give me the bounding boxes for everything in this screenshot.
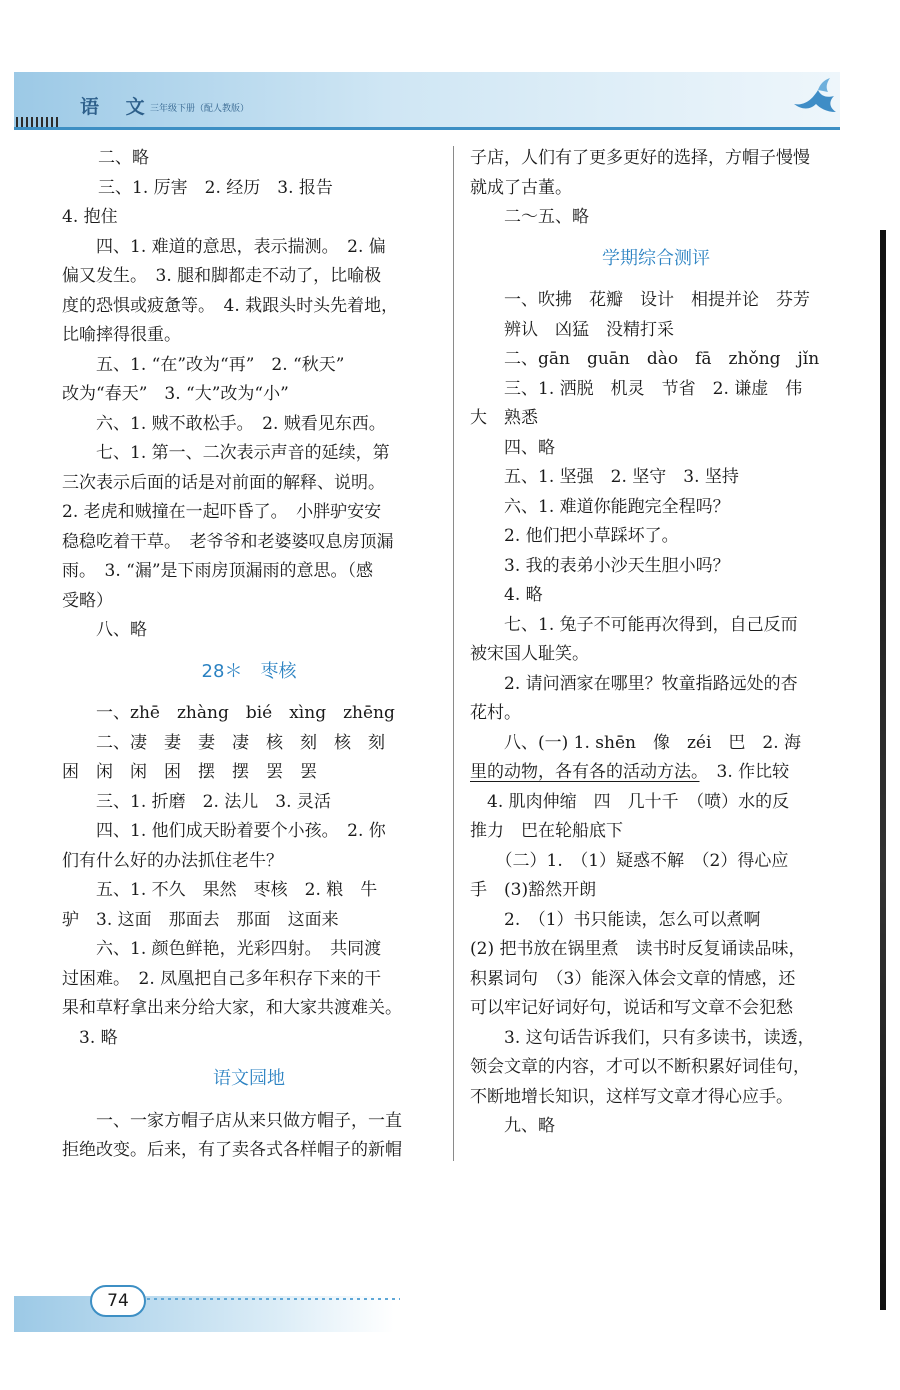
answer-line: 一、zhē zhàng bié xìng zhēng [62,703,395,723]
section-heading-term-test: 学期综合测评 [602,247,710,269]
answer-line: 二、gān guān dào fā zhǒng jǐn [470,349,820,369]
answer-line: 辨认 凶猛 没精打采 [470,319,674,340]
answer-line: 果和草籽拿出来分给大家，和大家共渡难关。 [62,998,402,1018]
underlined-answer: 里的动物，各有各的活动方法。 [470,762,700,782]
page-number: 74 [90,1285,146,1317]
answer-line: 大 熟悉 [470,408,538,428]
answer-line: 推力 巴在轮船底下 [470,821,623,841]
fish-tail-icon [790,76,840,118]
answer-line: 一、一家方帽子店从来只做方帽子，一直 [62,1110,402,1131]
answer-line: 3. 这句话告诉我们，只有多读书，读透， [470,1027,815,1048]
column-divider [453,146,454,1161]
answer-line: 领会文章的内容，才可以不断积累好词佳句， [470,1057,810,1077]
answer-line: 偏又发生。 3. 腿和脚都走不动了，比喻极 [62,266,382,286]
footer-band [14,1296,394,1332]
answer-line: 被宋国人耻笑。 [470,644,589,664]
answer-line: 2. 请问酒家在哪里？牧童指路远处的杏 [470,673,798,694]
answer-line: 2. （1）书只能读，怎么可以煮啊 [470,909,761,930]
answer-line: 2. 他们把小草踩坏了。 [470,526,679,546]
answer-line: 拒绝改变。后来，有了卖各式各样帽子的新帽 [62,1140,402,1160]
answer-line: 六、1. 贼不敢松手。 2. 贼看见东西。 [62,413,386,434]
section-heading-lesson-28: 28＊ 枣核 [201,660,297,682]
answer-line: 八、略 [62,620,147,640]
answer-line: 过困难。 2. 凤凰把自己多年积存下来的干 [62,968,382,989]
answer-line: 可以牢记好词好句，说话和写文章不会犯愁 [470,998,793,1018]
answer-line: 稳稳吃着干草。 老爷爷和老婆婆叹息房顶漏 [62,531,394,552]
answer-line: 雨。 3. “漏”是下雨房顶漏雨的意思。（感 [62,561,374,581]
answer-line: 就成了古董。 [470,177,572,198]
answer-line: 2. 老虎和贼撞在一起吓昏了。 小胖驴安安 [62,502,382,522]
answer-line: 二～五、略 [470,207,589,227]
answer-line: 四、略 [470,437,555,458]
answer-line: 受略） [62,590,113,611]
answer-line: 不断地增长知识，这样写文章才得心应手。 [470,1086,793,1107]
answer-line: 六、1. 难道你能跑完全程吗？ [470,496,730,517]
answer-line: 们有什么好的办法抓住老牛？ [62,850,283,871]
answer-line: 困 闲 闲 困 摆 摆 罢 罢 [62,762,317,782]
answer-line: 度的恐惧或疲惫等。 4. 栽跟头时头先着地， [62,295,399,316]
grade-label: 三年级下册（配人教版） [150,104,250,114]
answer-line: 三、1. 厉害 2. 经历 3. 报告 [98,177,333,198]
answer-line: 七、1. 第一、二次表示声音的延续，第 [62,443,390,463]
answer-line: 三次表示后面的话是对前面的解释、说明。 [62,472,385,493]
right-column [470,144,842,1142]
answer-line: 3. 略 [62,1027,118,1048]
answer-line: 子店，人们有了更多更好的选择，方帽子慢慢 [470,148,810,168]
answer-line: 四、1. 难道的意思，表示揣测。 2. 偏 [62,236,386,257]
answer-line: 比喻摔得很重。 [62,325,181,345]
answer-line: 五、1. 不久 果然 枣核 2. 粮 牛 [62,880,378,900]
answer-line: 4. 略 [470,585,543,605]
answer-line: 驴 3. 这面 那面去 那面 这面来 [62,909,339,930]
answer-line: （二）1. （1）疑惑不解 （2）得心应 [470,850,789,871]
answer-line: 八、(一) 1. shēn 像 zéi 巴 2. 海 [470,732,802,753]
answer-line: 一、吹拂 花瓣 设计 相提并论 芬芳 [470,290,810,310]
subject-title: 语 文 [80,96,155,118]
answer-line: 五、1. 坚强 2. 坚守 3. 坚持 [470,467,739,487]
answer-line: 三、1. 折磨 2. 法儿 3. 灵活 [62,791,331,812]
answer-line: 花村。 [470,703,521,723]
answer-line: 九、略 [470,1116,555,1136]
answer-line: 积累词句 （3）能深入体会文章的情感，还 [470,968,796,989]
header-rule [14,127,840,130]
answer-line: 二、凄 妻 妻 凄 核 刻 核 刻 [62,732,385,753]
answer-line: 4. 抱住 [62,207,118,227]
left-column [62,144,436,1166]
answer-line: 三、1. 洒脱 机灵 节省 2. 谦虚 伟 [470,378,803,399]
footer-dotted-rule [140,1298,400,1300]
answer-line: (2) 把书放在锅里煮 读书时反复诵读品味， [470,939,806,959]
answer-fragment: 3. 作比较 [699,762,790,782]
answer-line: 手 (3)豁然开朗 [470,880,597,900]
answer-line: 3. 我的表弟小沙天生胆小吗？ [470,555,730,576]
answer-line: 四、1. 他们成天盼着要个小孩。 2. 你 [62,821,386,841]
answer-line: 4. 肌肉伸缩 四 几十千 （喷）水的反 [470,791,790,812]
header-ticks [16,117,60,127]
answer-line [470,758,842,788]
answer-line: 六、1. 颜色鲜艳，光彩四射。 共同渡 [62,939,382,959]
section-heading-language-garden: 语文园地 [213,1068,285,1089]
answer-line: 二、略 [98,148,149,168]
page-edge-shadow [880,230,886,1310]
answer-line: 改为“春天” 3. “大”改为“小” [62,384,289,404]
answer-line: 五、1. “在”改为“再” 2. “秋天” [62,354,345,375]
answer-line: 七、1. 兔子不可能再次得到，自己反而 [470,614,798,635]
